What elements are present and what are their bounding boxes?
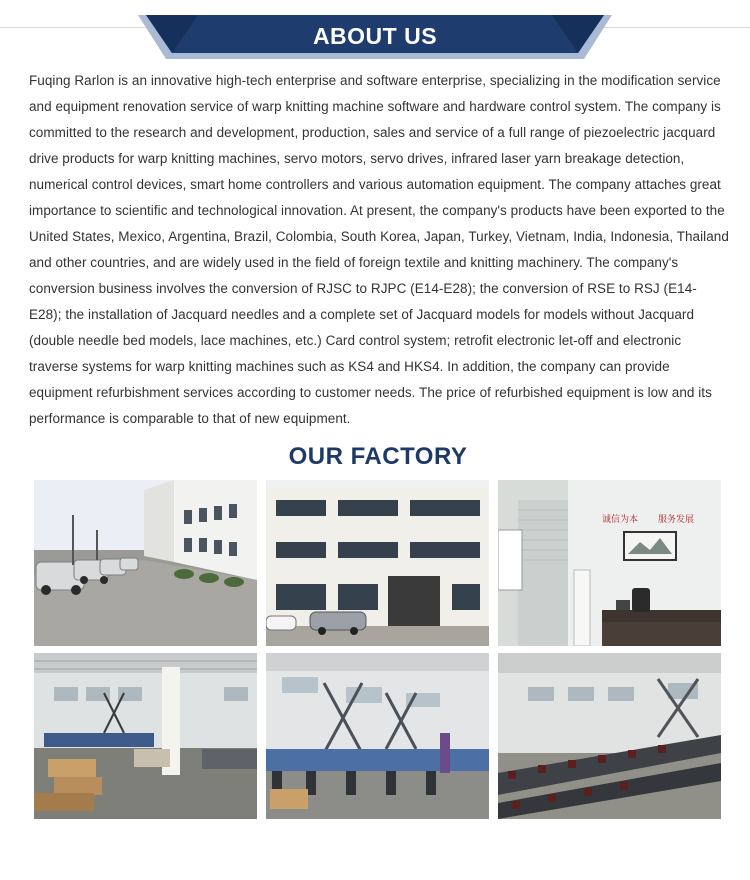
factory-photo-parking-lot [34, 480, 257, 646]
factory-photo-production-line [498, 653, 721, 819]
factory-photo-workshop-machines [266, 653, 489, 819]
about-us-banner [138, 13, 612, 61]
factory-photo-warehouse [34, 653, 257, 819]
factory-photo-building-facade [266, 480, 489, 646]
banner-title: ABOUT US [312, 23, 438, 49]
factory-photo-office-interior [498, 480, 721, 646]
about-paragraph: Fuqing Rarlon is an innovative high-tech enterprise and software enterprise, specializing in the modification service and equipment renovation service of warp knitting machine software and hardware control system. The company is committed to the research and development, production, sales and service of a full range of piezoelectric jacquard drive products for warp knitting machines, servo motors, servo drives, infrared laser yarn breakage detection, numerical control devices, smart home controllers and various automation equipment. The company attaches great importance to scientific and technological innovation. At present, the company's products have been exported to the United States, Mexico, Argentina, Brazil, Colombia, South Korea, Japan, Turkey, Vietnam, India, Indonesia, Thailand and other countries, and are widely used in the field of foreign textile and knitting machinery. The company's conversion business involves the conversion of RJSC to RJPC (E14-E28); the conversion of RSE to RSJ (E14-E28); the installation of Jacquard needles and a complete set of Jacquard models for models without Jacquard (double needle bed models, lace machines, etc.) Card control system; retrofit electronic let-off and electronic traverse systems for warp knitting machines such as KS4 and HKS4. In addition, the company can provide equipment refurbishment services according to customer needs. The price of refurbished equipment is low and its performance is comparable to that of new equipment. [29, 73, 729, 426]
office-banner-right-text: 服务发展 [658, 515, 695, 525]
factory-section-title: OUR FACTORY [288, 443, 468, 470]
office-banner-left-text: 诚信为本 [602, 515, 639, 525]
